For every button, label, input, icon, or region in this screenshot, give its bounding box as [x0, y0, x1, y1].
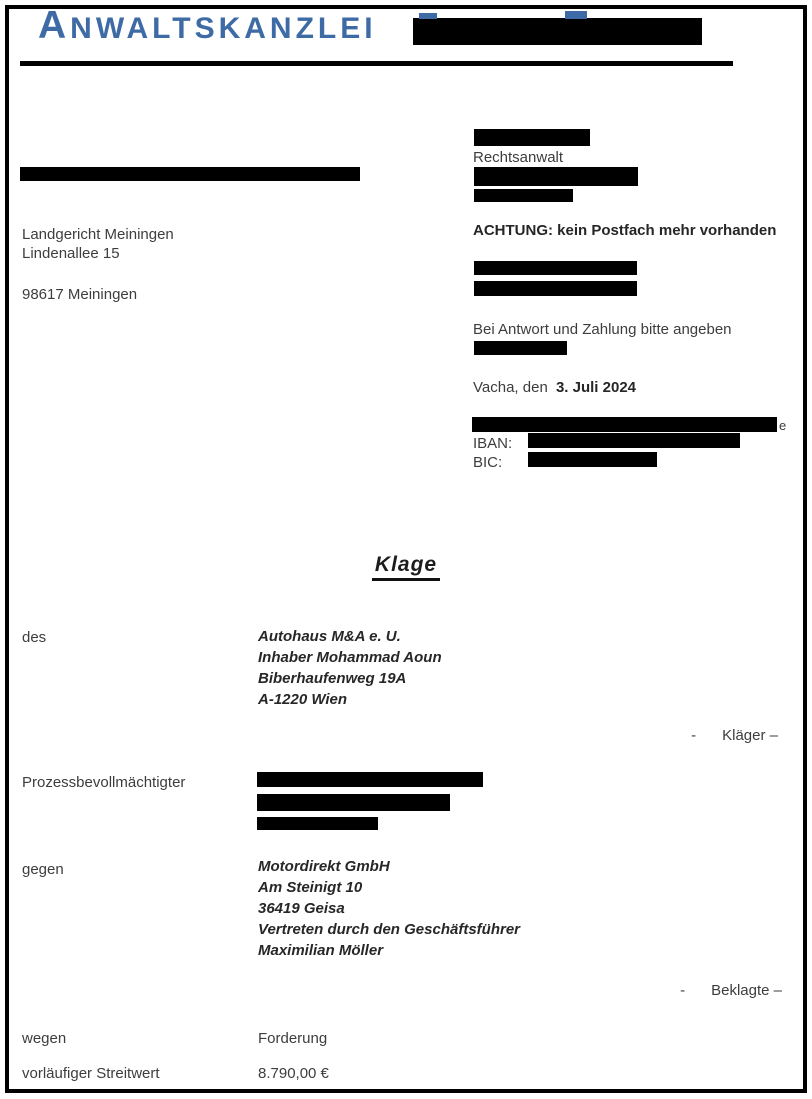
letter-date: 3. Juli 2024: [555, 379, 637, 396]
redacted-bic-value: [528, 452, 657, 467]
redacted-lawyer-street: [474, 167, 638, 186]
defendant-role-label: Beklagte –: [711, 982, 782, 999]
defendant-line: 36419 Geisa: [258, 900, 345, 917]
reply-hint: Bei Antwort und Zahlung bitte angeben: [473, 321, 732, 338]
plaintiff-role-label: Kläger –: [722, 727, 778, 744]
redacted-firm-name: [413, 18, 702, 45]
defendant-line: Am Steinigt 10: [258, 879, 363, 896]
firm-title: ANWALTSKANZLEI: [38, 4, 377, 47]
defendant-block: [258, 856, 520, 961]
place-date-line: [473, 378, 636, 397]
postbox-notice: ACHTUNG: kein Postfach mehr vorhanden: [473, 222, 777, 239]
defendant-line: Motordirekt GmbH: [258, 858, 390, 875]
addressee-court: Landgericht Meiningen: [22, 226, 174, 243]
wegen-value: Forderung: [258, 1030, 328, 1047]
defendant-role-line: [680, 982, 782, 999]
redacted-counsel-city: [257, 817, 378, 830]
document-title-row: [0, 553, 812, 581]
place-date-prefix: Vacha, den: [473, 379, 548, 396]
plaintiff-intro-label: des: [22, 629, 47, 646]
streitwert-label: vorläufiger Streitwert: [22, 1065, 160, 1082]
redacted-lawyer-name: [474, 129, 590, 146]
redacted-iban-value: [528, 433, 740, 448]
plaintiff-line: Inhaber Mohammad Aoun: [258, 649, 442, 666]
plaintiff-role-line: [691, 727, 778, 744]
redaction-letter-remnant: [419, 13, 437, 19]
defendant-line: Maximilian Möller: [258, 942, 384, 959]
iban-label: IBAN:: [473, 435, 513, 452]
streitwert-value: 8.790,00 €: [258, 1065, 329, 1082]
counsel-label: Prozessbevollmächtigter: [22, 774, 186, 791]
addressee-city: 98617 Meiningen: [22, 286, 138, 303]
document-title: Klage: [372, 553, 440, 581]
redacted-sender-line: [20, 167, 360, 181]
wegen-label: wegen: [22, 1030, 67, 1047]
header-rule: [20, 61, 733, 66]
redacted-bank-name: [472, 417, 777, 432]
redacted-reference-number: [474, 341, 567, 355]
redacted-lawyer-city: [474, 189, 573, 202]
defendant-intro-label: gegen: [22, 861, 64, 878]
redacted-phone-line: [474, 261, 637, 275]
plaintiff-line: A-1220 Wien: [258, 691, 348, 708]
plaintiff-line: Autohaus M&A e. U.: [258, 628, 401, 645]
role-dash: -: [680, 982, 686, 999]
plaintiff-block: [258, 626, 442, 710]
plaintiff-line: Biberhaufenweg 19A: [258, 670, 407, 687]
bank-name-remnant: e: [779, 418, 787, 433]
role-dash: -: [691, 727, 697, 744]
redacted-counsel-name: [257, 772, 483, 787]
redacted-counsel-street: [257, 794, 450, 811]
defendant-line: Vertreten durch den Geschäftsführer: [258, 921, 521, 938]
redacted-fax-line: [474, 281, 637, 296]
redaction-letter-remnant: [565, 11, 587, 19]
addressee-street: Lindenallee 15: [22, 245, 120, 262]
bic-label: BIC:: [473, 454, 503, 471]
lawyer-role: Rechtsanwalt: [473, 149, 564, 166]
